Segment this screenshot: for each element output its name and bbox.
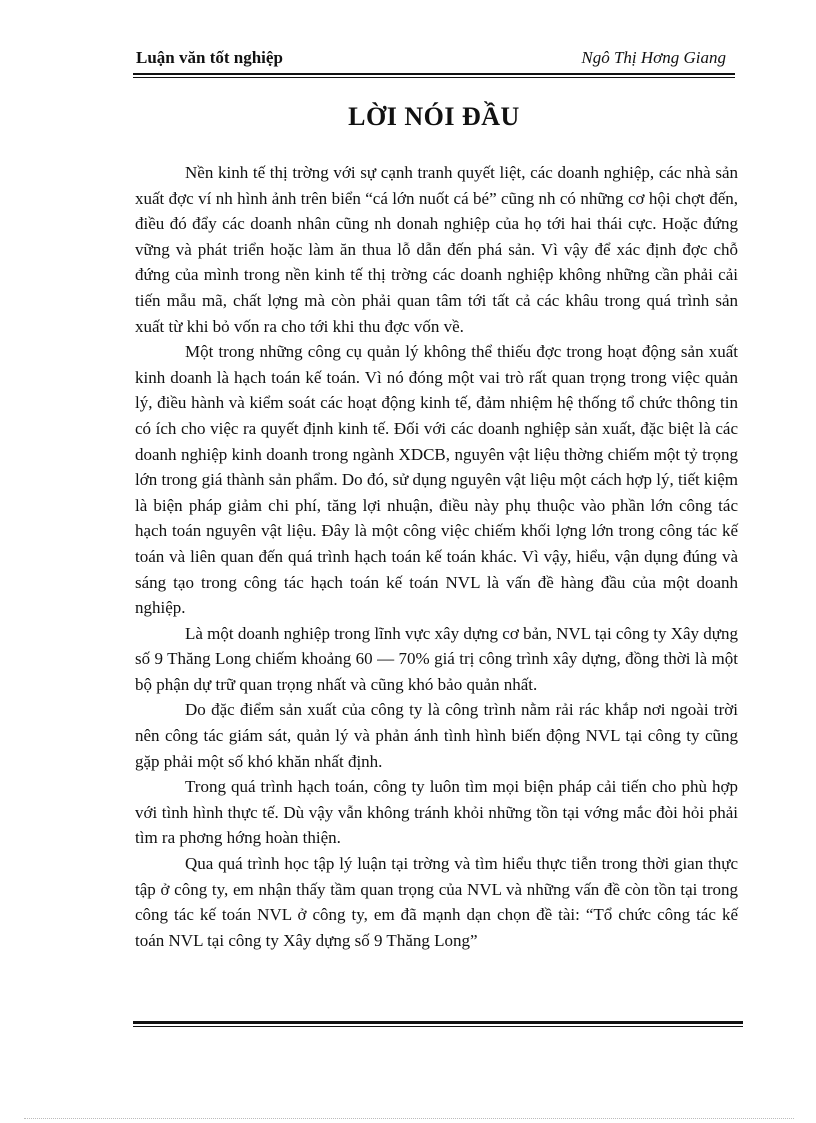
paragraph: Là một doanh nghiệp trong lĩnh vực xây dựng cơ bản, NVL tại công ty Xây dựng số 9 Thăng Long chiếm khoảng 60 — 70% giá trị công trình xây dựng, đồng thời là một bộ phận dự trữ quan trọng nhất và cũng khó bảo quản nhất. [135, 623, 738, 694]
page-bottom-dotted-line [24, 1118, 794, 1119]
page-title: LỜI NÓI ĐẦU [348, 102, 520, 131]
paragraph: Nền kinh tế thị trờng với sự cạnh tranh quyết liệt, các doanh nghiệp, các nhà sản xuất đợc ví nh hình ảnh trên biển “cá lớn nuốt cá bé” cũng nh có những cơ hội chợt đến, điều đó đẩy các doanh nhân cũng nh donah nghiệp của họ tới hai thái cực. Hoặc đứng vững và phát triển hoặc làm ăn thua lỗ dẫn đến phá sản. Vì vậy để xác định đợc chỗ đứng của mình trong nền kinh tế thị trờng các doanh nghiệp không những cần phải cải tiến mẫu mã, chất lợng mà còn phải quan tâm tới tất cả các khâu trong quá trình sản xuất từ khi bỏ vốn ra cho tới khi thu đợc vốn về. [135, 163, 738, 336]
paragraph: Do đặc điểm sản xuất của công ty là công trình nằm rải rác khắp nơi ngoài trời nên công tác giám sát, quản lý và phản ánh tình hình biến động NVL tại công ty cũng gặp phải một số khó khăn nhất định. [135, 700, 738, 771]
paragraph: Trong quá trình hạch toán, công ty luôn tìm mọi biện pháp cải tiến cho phù hợp với tình hình thực tế. Dù vậy vẫn không tránh khỏi những tồn tại vớng mắc đòi hỏi phải tìm ra phơng hớng hoàn thiện. [135, 777, 738, 848]
header-document-type: Luận văn tốt nghiệp [136, 48, 283, 67]
page-header [136, 48, 732, 70]
paragraph: Qua quá trình học tập lý luận tại trờng và tìm hiểu thực tiễn trong thời gian thực tập ở công ty, em nhận thấy tầm quan trọng của NVL và những vấn đề còn tồn tại trong công tác kế toán NVL ở công ty, em đã mạnh dạn chọn đề tài: “Tổ chức công tác kế toán NVL tại công ty Xây dựng số 9 Thăng Long” [135, 854, 738, 950]
header-author-name: Ngô Thị Hơng Giang [581, 48, 726, 67]
paragraph: Một trong những công cụ quản lý không thể thiếu đợc trong hoạt động sản xuất kinh doanh là hạch toán kế toán. Vì nó đóng một vai trò rất quan trọng trong việc quản lý, điều hành và kiểm soát các hoạt động kinh tế, đảm nhiệm hệ thống tổ chức thông tin có ích cho việc ra quyết định kinh tế. Đối với các doanh nghiệp sản xuất, đặc biệt là các doanh nghiệp kinh doanh trong ngành XDCB, nguyên vật liệu thờng chiếm một tỷ trọng lớn trong giá thành sản phẩm. Do đó, sử dụng nguyên vật liệu một cách hợp lý, tiết kiệm là biện pháp giảm chi phí, tăng lợi nhuận, điều này phụ thuộc vào phần lớn công tác hạch toán nguyên vật liệu. Đây là một công việc chiếm khối lợng lớn trong công tác kế toán và liên quan đến quá trình hạch toán kế toán khác. Vì vậy, hiểu, vận dụng đúng và sáng tạo trong công tác hạch toán kế toán NVL là vấn đề hàng đầu của một doanh nghiệp. [135, 342, 738, 618]
header-divider [133, 73, 735, 78]
document-body [135, 160, 738, 953]
footer-divider [133, 1021, 743, 1027]
